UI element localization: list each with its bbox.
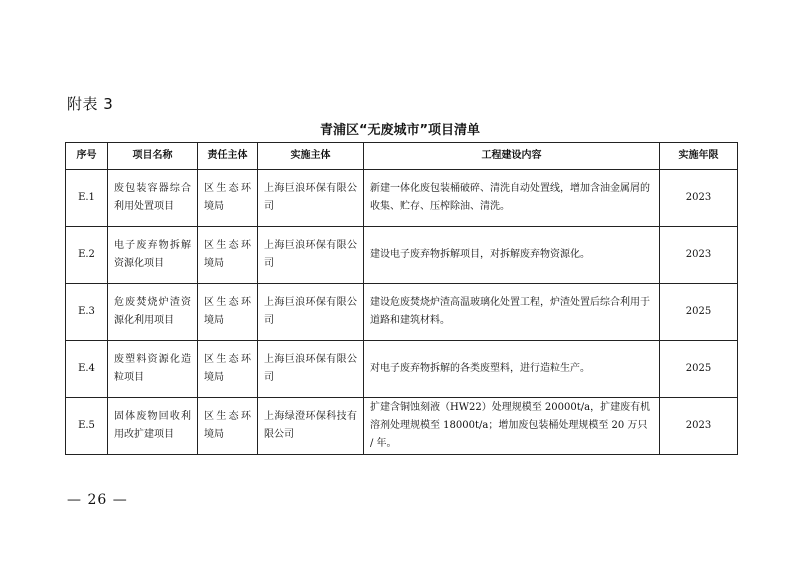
cell-seq: E.3	[66, 284, 108, 341]
project-table	[65, 142, 738, 455]
cell-responsible: 区生态环境局	[198, 284, 258, 341]
cell-implementer: 上海巨浪环保有限公司	[258, 170, 364, 227]
cell-year: 2025	[660, 341, 738, 398]
cell-content: 新建一体化废包装桶破碎、清洗自动处置线，增加含油金属屑的收集、贮存、压榨除油、清洗。	[364, 170, 660, 227]
cell-responsible: 区生态环境局	[198, 227, 258, 284]
appendix-label: 附表 3	[67, 95, 114, 113]
cell-project-name: 危废焚烧炉渣资源化利用项目	[108, 284, 198, 341]
table-row	[66, 341, 738, 398]
cell-year: 2023	[660, 398, 738, 455]
cell-implementer: 上海巨浪环保有限公司	[258, 227, 364, 284]
cell-implementer: 上海绿澄环保科技有限公司	[258, 398, 364, 455]
cell-year: 2023	[660, 170, 738, 227]
header-content: 工程建设内容	[364, 143, 660, 170]
header-seq: 序号	[66, 143, 108, 170]
header-year: 实施年限	[660, 143, 738, 170]
table-row	[66, 227, 738, 284]
cell-implementer: 上海巨浪环保有限公司	[258, 341, 364, 398]
table-header-row	[66, 143, 738, 170]
cell-year: 2023	[660, 227, 738, 284]
header-implementer: 实施主体	[258, 143, 364, 170]
cell-seq: E.4	[66, 341, 108, 398]
cell-content: 扩建含铜蚀刻液（HW22）处理规模至 20000t/a，扩建废有机溶剂处理规模至 18000t/a；增加废包装桶处理规模至 20 万只 / 年。	[364, 398, 660, 455]
table-row	[66, 170, 738, 227]
header-responsible: 责任主体	[198, 143, 258, 170]
cell-responsible: 区生态环境局	[198, 398, 258, 455]
cell-responsible: 区生态环境局	[198, 170, 258, 227]
cell-content: 对电子废弃物拆解的各类废塑料，进行造粒生产。	[364, 341, 660, 398]
cell-project-name: 固体废物回收利用改扩建项目	[108, 398, 198, 455]
cell-implementer: 上海巨浪环保有限公司	[258, 284, 364, 341]
table-row	[66, 398, 738, 455]
cell-seq: E.5	[66, 398, 108, 455]
cell-project-name: 废包装容器综合利用处置项目	[108, 170, 198, 227]
cell-seq: E.1	[66, 170, 108, 227]
cell-project-name: 废塑料资源化造粒项目	[108, 341, 198, 398]
page-number: — 26 —	[67, 492, 128, 508]
cell-seq: E.2	[66, 227, 108, 284]
cell-year: 2025	[660, 284, 738, 341]
header-project-name: 项目名称	[108, 143, 198, 170]
cell-project-name: 电子废弃物拆解资源化项目	[108, 227, 198, 284]
table-title: 青浦区“无废城市”项目清单	[319, 123, 481, 138]
cell-content: 建设危废焚烧炉渣高温玻璃化处置工程，炉渣处置后综合利用于道路和建筑材料。	[364, 284, 660, 341]
cell-content: 建设电子废弃物拆解项目，对拆解废弃物资源化。	[364, 227, 660, 284]
cell-responsible: 区生态环境局	[198, 341, 258, 398]
table-row	[66, 284, 738, 341]
